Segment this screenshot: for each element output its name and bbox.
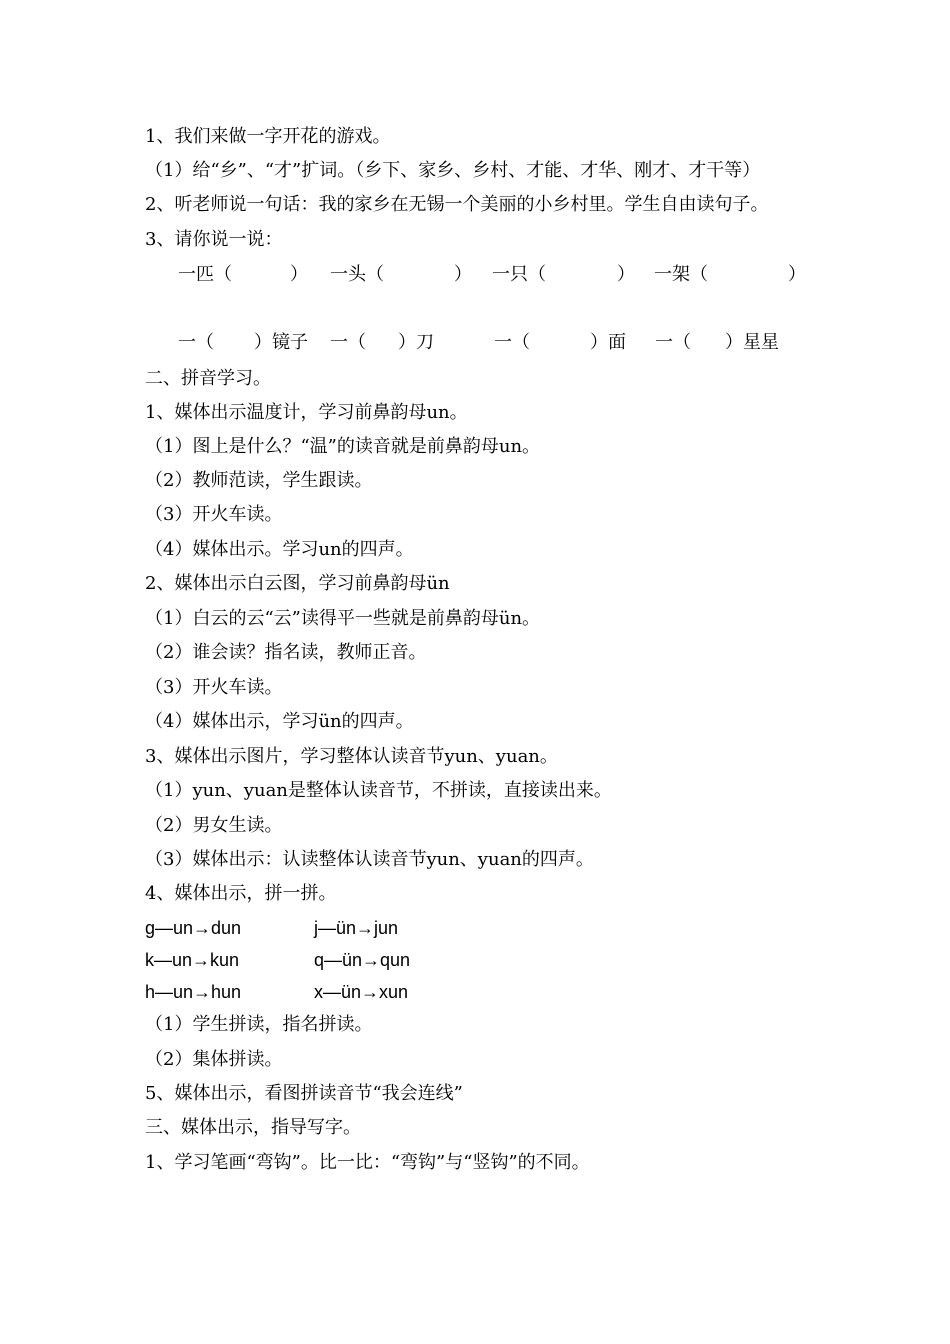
text-line: （1）学生拼读，指名拼读。 bbox=[145, 1014, 373, 1035]
blank-prefix: 一（ bbox=[330, 332, 366, 353]
blank-suffix: ）刀 bbox=[398, 332, 434, 353]
blank-suffix: ） bbox=[454, 264, 472, 285]
blank-prefix: 一（ bbox=[178, 332, 214, 353]
text-line: （3）媒体出示：认读整体认读音节yun、yuan的四声。 bbox=[145, 849, 594, 870]
blank-prefix: 一（ bbox=[655, 332, 691, 353]
pinyin-item: x—ün→xun bbox=[314, 982, 409, 1002]
blank-suffix: ）面 bbox=[590, 332, 626, 353]
text-line: （1）图上是什么？“温”的读音就是前鼻韵母un。 bbox=[145, 436, 541, 457]
pinyin-item: k—un→kun bbox=[145, 950, 240, 970]
pinyin-item: h—un→hun bbox=[145, 982, 242, 1002]
pinyin-item: g—un→dun bbox=[145, 918, 242, 938]
blank-prefix: 一架（ bbox=[654, 264, 708, 285]
blank-suffix: ） bbox=[788, 264, 806, 285]
text-line: （3）开火车读。 bbox=[145, 677, 283, 698]
blank-suffix: ）星星 bbox=[725, 332, 779, 353]
text-line: 2、媒体出示白云图，学习前鼻韵母ün bbox=[145, 573, 450, 594]
blank-prefix: 一只（ bbox=[492, 264, 546, 285]
text-line: （1）yun、yuan是整体认读音节，不拼读，直接读出来。 bbox=[145, 780, 612, 801]
blank-suffix: ） bbox=[617, 264, 635, 285]
text-line: 1、媒体出示温度计，学习前鼻韵母un。 bbox=[145, 402, 468, 423]
text-line: （2）教师范读，学生跟读。 bbox=[145, 470, 373, 491]
blank-prefix: 一匹（ bbox=[178, 264, 232, 285]
blank-suffix: ） bbox=[290, 264, 308, 285]
text-line: （3）开火车读。 bbox=[145, 504, 283, 525]
blank-prefix: 一（ bbox=[494, 332, 530, 353]
text-line: 1、学习笔画“弯钩”。比一比：“弯钩”与“竖钩”的不同。 bbox=[145, 1152, 590, 1173]
text-line: 3、媒体出示图片，学习整体认读音节yun、yuan。 bbox=[145, 746, 558, 767]
text-line: （2）谁会读？指名读，教师正音。 bbox=[145, 642, 427, 663]
text-line: （4）媒体出示。学习un的四声。 bbox=[145, 539, 414, 560]
text-line: （1）给“乡”、“才”扩词。（乡下、家乡、乡村、才能、才华、刚才、才干等） bbox=[145, 160, 761, 181]
text-line: （1）白云的云“云”读得平一些就是前鼻韵母ün。 bbox=[145, 608, 541, 629]
blank-prefix: 一头（ bbox=[330, 264, 384, 285]
text-line: 1、我们来做一字开花的游戏。 bbox=[145, 126, 391, 147]
blank-suffix: ）镜子 bbox=[254, 332, 308, 353]
text-line: 4、媒体出示，拼一拼。 bbox=[145, 883, 337, 904]
text-line: （4）媒体出示，学习ün的四声。 bbox=[145, 711, 414, 732]
text-line: 2、听老师说一句话：我的家乡在无锡一个美丽的小乡村里。学生自由读句子。 bbox=[145, 194, 769, 215]
text-line: 5、媒体出示，看图拼读音节“我会连线” bbox=[145, 1083, 463, 1104]
section-heading: 三、媒体出示，指导写字。 bbox=[145, 1117, 361, 1138]
text-line: （2）男女生读。 bbox=[145, 815, 283, 836]
pinyin-item: j—ün→jun bbox=[314, 918, 399, 938]
pinyin-item: q—ün→qun bbox=[314, 950, 411, 970]
text-line: （2）集体拼读。 bbox=[145, 1049, 283, 1070]
text-line: 3、请你说一说： bbox=[145, 229, 283, 250]
section-heading: 二、拼音学习。 bbox=[145, 368, 271, 389]
